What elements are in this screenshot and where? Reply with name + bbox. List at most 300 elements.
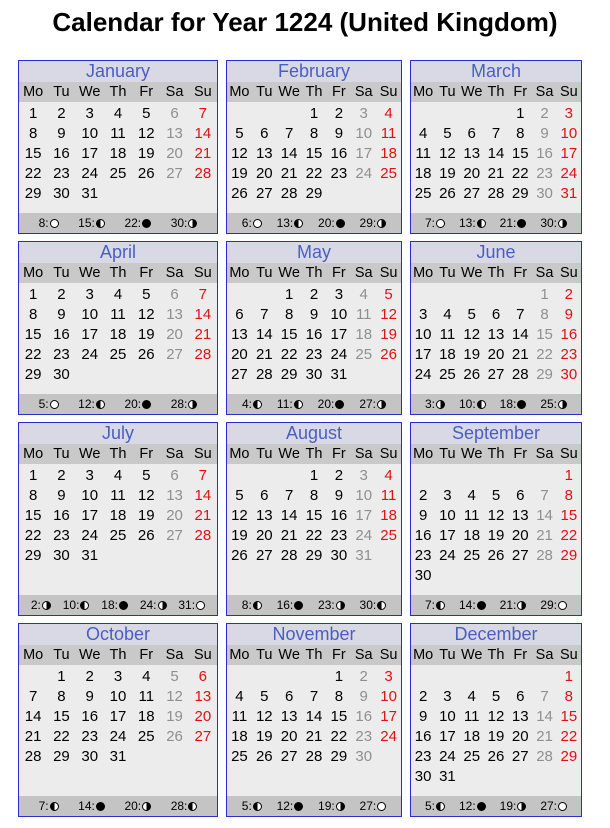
day-cell: 6 <box>467 125 476 142</box>
day-cell: 23 <box>53 165 70 182</box>
moon-phase <box>78 799 105 813</box>
day-cell: 5 <box>491 688 501 705</box>
week-row <box>227 687 401 707</box>
day-cell <box>376 365 401 385</box>
day-cell: 20 <box>511 728 529 745</box>
month-january <box>18 60 218 234</box>
day-cell: 3 <box>85 286 94 303</box>
day-cell: 29 <box>560 547 578 564</box>
moon-phase-bar <box>411 595 581 615</box>
day-cell: 15 <box>24 326 42 343</box>
moon-phase-date: 20: <box>124 799 142 813</box>
day-cell: 19 <box>166 708 183 725</box>
day-cell: 22 <box>330 728 348 745</box>
day-cell: 23 <box>560 346 578 363</box>
day-cell: 10 <box>81 306 99 323</box>
week-row <box>411 486 581 506</box>
day-cell: 15 <box>24 507 42 524</box>
day-cell: 29 <box>511 185 529 202</box>
day-cell: 22 <box>305 527 323 544</box>
day-cell: 10 <box>355 125 373 142</box>
day-cell: 7 <box>491 125 501 142</box>
day-cell: 12 <box>166 688 183 705</box>
moon-phase <box>242 799 262 813</box>
day-cell: 8 <box>57 688 66 705</box>
day-cell <box>160 546 188 566</box>
moon-phase <box>459 598 486 612</box>
day-cell: 29 <box>305 547 323 564</box>
moon-phase-date: 22: <box>124 216 142 230</box>
full-moon-icon <box>436 219 445 228</box>
weekday-label: We <box>78 446 101 462</box>
day-cell: 16 <box>560 326 578 343</box>
day-cell: 10 <box>109 688 127 705</box>
day-cell <box>532 767 556 787</box>
weekday-label: Fr <box>332 84 346 100</box>
day-cell: 11 <box>138 688 155 705</box>
weekday-label: We <box>460 647 483 663</box>
first-quarter-icon <box>188 400 197 409</box>
new-moon-icon <box>294 802 303 811</box>
last-quarter-icon <box>96 219 105 228</box>
day-cell: 28 <box>24 748 42 765</box>
moon-phase-bar <box>19 394 217 414</box>
moon-phase <box>360 799 387 813</box>
weekday-label: Su <box>379 446 398 462</box>
day-cell: 5 <box>467 306 476 323</box>
day-cell: 7 <box>198 286 207 303</box>
full-moon-icon <box>377 802 386 811</box>
moon-phase-date: 30: <box>540 216 558 230</box>
day-cell: 13 <box>511 507 529 524</box>
day-cell: 11 <box>439 326 456 343</box>
moon-phase-date: 20: <box>318 216 335 230</box>
day-cell: 6 <box>235 306 244 323</box>
week-row <box>411 526 581 546</box>
day-cell <box>411 466 435 486</box>
weekday-label: Su <box>379 84 398 100</box>
weekday-header <box>411 444 581 464</box>
day-cell: 1 <box>334 668 344 685</box>
day-cell: 12 <box>255 708 273 725</box>
day-cell <box>411 285 435 305</box>
moon-phase <box>39 216 59 230</box>
weekday-label: Tu <box>256 265 273 281</box>
month-name: July <box>19 423 217 444</box>
day-cell: 10 <box>439 708 456 725</box>
day-cell: 4 <box>467 487 476 504</box>
weekday-label: Mo <box>413 84 434 100</box>
day-cell: 12 <box>487 708 505 725</box>
day-cell: 2 <box>334 105 344 122</box>
day-cell: 14 <box>305 708 323 725</box>
week-row <box>411 365 581 385</box>
weekday-label: Sa <box>354 84 373 100</box>
week-row <box>227 305 401 325</box>
day-cell <box>132 184 160 204</box>
new-moon-icon <box>335 400 344 409</box>
day-cell: 11 <box>463 708 480 725</box>
month-name: December <box>411 624 581 645</box>
weekday-label: Sa <box>354 265 373 281</box>
week-row <box>19 164 217 184</box>
moon-phase <box>540 397 567 411</box>
day-cell: 15 <box>536 326 553 343</box>
week-row <box>411 466 581 486</box>
moon-phase-bar <box>411 213 581 233</box>
moon-phase <box>540 216 567 230</box>
moon-phase <box>78 216 105 230</box>
weekday-label: We <box>460 446 483 462</box>
month-name: August <box>227 423 401 444</box>
day-cell: 26 <box>137 165 155 182</box>
moon-phase <box>242 397 262 411</box>
day-cell: 9 <box>57 487 66 504</box>
day-cell: 17 <box>439 728 456 745</box>
weekday-label: Mo <box>23 84 44 100</box>
moon-phase-date: 20: <box>124 397 142 411</box>
day-cell: 13 <box>194 688 212 705</box>
page-title: Calendar for Year 1224 (United Kingdom) <box>52 7 558 37</box>
last-quarter-icon <box>96 400 105 409</box>
day-cell: 24 <box>380 728 397 745</box>
day-cell: 19 <box>487 728 505 745</box>
day-cell: 12 <box>463 326 481 343</box>
weekday-label: We <box>78 84 101 100</box>
moon-phase <box>124 799 151 813</box>
day-cell: 6 <box>198 668 207 685</box>
week-row <box>227 546 401 566</box>
day-cell: 13 <box>463 145 481 162</box>
day-cell: 5 <box>235 125 244 142</box>
weekday-label: We <box>278 265 300 281</box>
day-cell: 6 <box>284 688 294 705</box>
day-cell: 13 <box>231 326 248 343</box>
day-cell: 13 <box>280 708 298 725</box>
day-cell: 27 <box>487 366 505 383</box>
new-moon-icon <box>517 400 526 409</box>
day-cell: 27 <box>463 185 481 202</box>
day-cell: 22 <box>24 165 42 182</box>
day-cell: 20 <box>166 507 183 524</box>
moon-phase-date: 16: <box>276 598 294 612</box>
weekday-label: Tu <box>439 647 456 663</box>
last-quarter-icon <box>294 219 303 228</box>
weekday-label: Tu <box>53 647 70 663</box>
full-moon-icon <box>253 219 262 228</box>
weekday-label: Sa <box>165 84 184 100</box>
new-moon-icon <box>336 219 345 228</box>
day-cell: 13 <box>511 708 529 725</box>
day-cell: 27 <box>166 165 183 182</box>
day-cell: 5 <box>142 467 151 484</box>
day-cell: 7 <box>260 306 269 323</box>
day-cell <box>484 466 508 486</box>
day-cell: 11 <box>110 487 126 504</box>
moon-phase <box>31 598 51 612</box>
first-quarter-icon <box>336 802 345 811</box>
moon-phase-date: 21: <box>499 216 517 230</box>
day-cell <box>484 767 508 787</box>
day-cell: 7 <box>28 688 38 705</box>
day-cell: 2 <box>85 668 94 685</box>
moon-phase-bar <box>411 796 581 816</box>
day-cell <box>104 184 132 204</box>
weekday-label: We <box>78 265 101 281</box>
week-row <box>411 667 581 687</box>
weekday-label: Mo <box>229 446 250 462</box>
day-cell: 1 <box>57 668 66 685</box>
day-cell: 7 <box>198 467 207 484</box>
week-row <box>227 667 401 687</box>
week-row <box>19 184 217 204</box>
weekday-label: Sa <box>165 647 184 663</box>
day-cell: 21 <box>194 145 212 162</box>
day-cell: 29 <box>305 185 323 202</box>
day-cell: 6 <box>260 125 269 142</box>
day-cell: 5 <box>384 286 393 303</box>
moon-phase-date: 13: <box>458 216 476 230</box>
day-cell: 6 <box>516 487 525 504</box>
week-row <box>19 124 217 144</box>
day-cell: 21 <box>305 728 323 745</box>
weekday-label: Th <box>487 647 505 663</box>
month-may <box>226 241 402 415</box>
day-cell: 18 <box>355 326 373 343</box>
month-name: April <box>19 242 217 263</box>
moon-phase-bar <box>227 796 401 816</box>
day-cell <box>460 667 484 687</box>
day-cell: 20 <box>166 326 183 343</box>
month-name: November <box>227 624 401 645</box>
day-cell: 10 <box>81 487 99 504</box>
day-cell: 18 <box>463 728 481 745</box>
day-cell: 3 <box>113 668 123 685</box>
day-cell: 14 <box>280 507 298 524</box>
moon-phase-date: 29: <box>540 598 558 612</box>
weekday-label: Th <box>487 446 505 462</box>
weekday-label: Fr <box>332 265 346 281</box>
day-cell: 19 <box>137 326 155 343</box>
day-cell: 20 <box>194 708 212 725</box>
day-cell: 9 <box>334 487 344 504</box>
day-cell: 26 <box>487 748 505 765</box>
day-cell: 23 <box>330 527 348 544</box>
day-cell: 7 <box>284 125 294 142</box>
first-quarter-icon <box>142 802 151 811</box>
weekday-label: Sa <box>535 265 554 281</box>
weekday-label: Tu <box>256 446 273 462</box>
weekday-label: Mo <box>413 446 434 462</box>
day-cell: 16 <box>305 326 323 343</box>
moon-phase <box>359 397 386 411</box>
week-row <box>19 687 217 707</box>
day-cell <box>227 104 252 124</box>
day-cell: 25 <box>380 165 397 182</box>
weekday-label: Th <box>305 647 323 663</box>
moon-phase <box>425 397 445 411</box>
moon-phase-bar <box>19 595 217 615</box>
weekday-label: Th <box>109 84 127 100</box>
weekday-label: Th <box>487 84 505 100</box>
day-cell <box>189 184 217 204</box>
weekday-label: We <box>460 84 483 100</box>
day-cell: 30 <box>560 366 578 383</box>
moon-phase <box>318 799 345 813</box>
day-cell: 16 <box>414 527 432 544</box>
day-cell: 19 <box>463 346 481 363</box>
week-row <box>411 325 581 345</box>
day-cell: 3 <box>85 467 94 484</box>
day-cell: 13 <box>166 125 183 142</box>
last-quarter-icon <box>477 219 486 228</box>
week-row <box>411 747 581 767</box>
day-cell: 9 <box>85 688 94 705</box>
week-row <box>411 345 581 365</box>
first-quarter-icon <box>42 601 51 610</box>
month-name: February <box>227 61 401 82</box>
moon-phase-date: 7: <box>38 799 49 813</box>
day-cell: 23 <box>330 165 348 182</box>
day-cell: 22 <box>305 165 323 182</box>
day-cell: 14 <box>511 326 529 343</box>
day-cell <box>484 566 508 586</box>
day-cell: 26 <box>255 748 273 765</box>
moon-phase-date: 8: <box>241 598 252 612</box>
month-november <box>226 623 402 817</box>
day-cell: 2 <box>309 286 319 303</box>
day-cell <box>326 184 351 204</box>
day-cell: 21 <box>280 527 298 544</box>
day-cell <box>508 285 532 305</box>
day-cell: 31 <box>109 748 127 765</box>
day-cell: 5 <box>142 105 151 122</box>
full-moon-icon <box>558 601 567 610</box>
moon-phase <box>277 397 303 411</box>
day-cell <box>557 767 581 787</box>
weekday-label: Fr <box>513 647 528 663</box>
weekday-label: Sa <box>535 647 554 663</box>
week-row <box>227 506 401 526</box>
moon-phase <box>500 216 527 230</box>
moon-phase-date: 13: <box>276 216 294 230</box>
moon-phase-bar <box>227 213 401 233</box>
weekday-label: Fr <box>139 84 154 100</box>
day-cell <box>376 184 401 204</box>
day-cell: 4 <box>418 125 428 142</box>
day-cell: 2 <box>57 105 66 122</box>
moon-phase-date: 5: <box>424 799 435 813</box>
day-cell: 17 <box>439 527 456 544</box>
weekday-label: Fr <box>139 265 154 281</box>
day-cell: 6 <box>170 105 179 122</box>
day-cell: 26 <box>166 728 183 745</box>
week-row <box>19 546 217 566</box>
day-cell: 3 <box>334 286 344 303</box>
day-cell: 17 <box>414 346 432 363</box>
day-cell <box>277 466 302 486</box>
new-moon-icon <box>477 601 486 610</box>
weekday-label: We <box>78 647 101 663</box>
day-cell: 9 <box>334 125 344 142</box>
month-july <box>18 422 218 616</box>
day-cell <box>160 184 188 204</box>
day-cell <box>435 667 459 687</box>
full-moon-icon <box>558 802 567 811</box>
moon-phase-date: 5: <box>241 799 252 813</box>
day-cell: 25 <box>439 366 456 383</box>
day-cell: 22 <box>280 346 298 363</box>
day-cell: 6 <box>170 467 179 484</box>
day-cell: 12 <box>439 145 456 162</box>
day-cell: 16 <box>414 728 432 745</box>
day-cell: 8 <box>516 125 525 142</box>
day-cell: 20 <box>255 527 273 544</box>
moon-phase <box>78 397 105 411</box>
moon-phase <box>540 799 567 813</box>
day-cell: 18 <box>137 708 155 725</box>
day-cell: 10 <box>81 125 99 142</box>
new-moon-icon <box>477 802 486 811</box>
new-moon-icon <box>142 219 151 228</box>
day-cell: 12 <box>380 306 397 323</box>
day-cell: 2 <box>418 688 428 705</box>
day-cell: 18 <box>414 165 432 182</box>
day-cell: 22 <box>560 527 578 544</box>
day-cell: 27 <box>255 185 273 202</box>
day-cell: 10 <box>439 507 456 524</box>
day-cell: 31 <box>330 366 348 383</box>
day-cell: 11 <box>415 145 431 162</box>
day-cell: 19 <box>380 326 397 343</box>
day-cell <box>160 365 188 385</box>
month-september <box>410 422 582 616</box>
first-quarter-icon <box>517 802 526 811</box>
last-quarter-icon <box>436 802 445 811</box>
week-row <box>19 305 217 325</box>
first-quarter-icon <box>558 219 567 228</box>
weekday-label: Sa <box>165 446 184 462</box>
week-row <box>411 506 581 526</box>
day-cell <box>227 667 252 687</box>
day-cell: 27 <box>231 366 248 383</box>
day-cell <box>460 767 484 787</box>
day-cell: 20 <box>487 346 505 363</box>
week-row <box>227 144 401 164</box>
day-cell: 27 <box>194 728 212 745</box>
weekday-header <box>411 645 581 665</box>
moon-phase-date: 27: <box>359 397 376 411</box>
day-cell: 22 <box>560 728 578 745</box>
weekday-header <box>19 444 217 464</box>
month-name: October <box>19 624 217 645</box>
day-cell: 15 <box>330 708 348 725</box>
day-cell: 9 <box>418 708 428 725</box>
day-cell: 6 <box>491 306 501 323</box>
moon-phase-date: 19: <box>499 799 517 813</box>
day-cell: 29 <box>24 185 42 202</box>
moon-phase-date: 10: <box>458 397 476 411</box>
day-cell: 2 <box>540 105 549 122</box>
moon-phase-date: 29: <box>359 216 377 230</box>
day-cell <box>104 546 132 566</box>
month-name: March <box>411 61 581 82</box>
moon-phase <box>124 216 151 230</box>
day-cell: 1 <box>564 467 573 484</box>
day-cell: 4 <box>113 286 123 303</box>
day-cell: 7 <box>540 688 549 705</box>
day-cell <box>227 285 252 305</box>
